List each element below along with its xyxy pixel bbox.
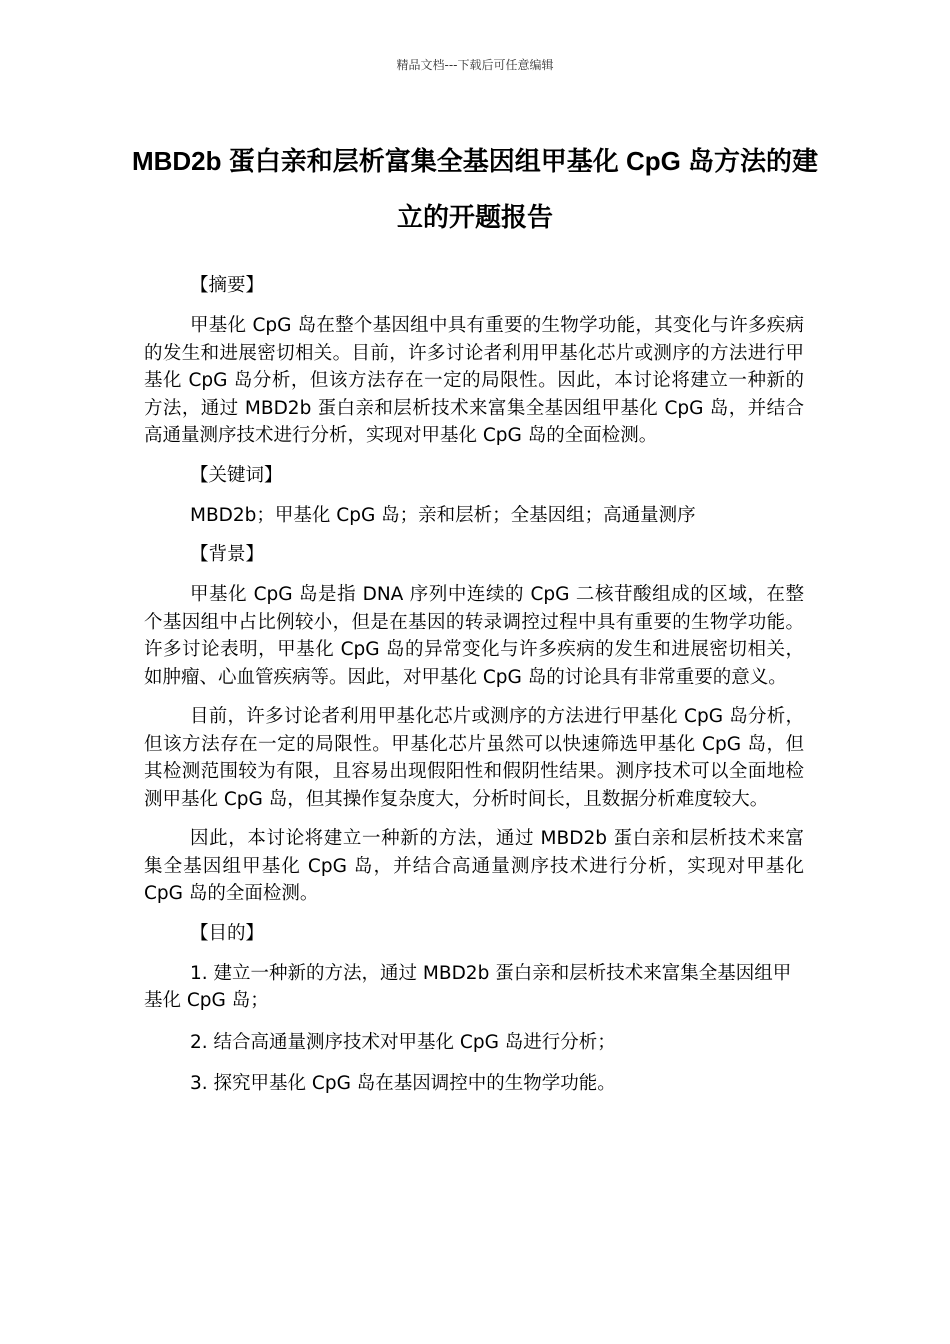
header-note: 精品文档---下载后可任意编辑: [396, 58, 554, 72]
background-paragraph: 因此，本讨论将建立一种新的方法，通过 MBD2b 蛋白亲和层析技术来富集全基因组甲基化 CpG 岛，并结合高通量测序技术进行分析，实现对甲基化 CpG 岛的全面检测。: [144, 828, 804, 904]
background-paragraph: 甲基化 CpG 岛是指 DNA 序列中连续的 CpG 二核苷酸组成的区域，在整个基因组中占比例较小，但是在基因的转录调控过程中具有重要的生物学功能。许多讨论表明，甲基化 CpG 岛的异常变化与许多疾病的发生和进展密切相关，如肿瘤、心血管疾病等。因此，对甲基化 CpG 岛的讨论具有非常重要的意义。: [144, 584, 804, 688]
keywords-heading: 【关键词】: [190, 464, 283, 486]
document-title: MBD2b 蛋白亲和层析富集全基因组甲基化 CpG 岛方法的建立的开题报告: [131, 146, 819, 232]
document-body: [144, 272, 804, 1112]
abstract-heading: 【摘要】: [190, 275, 265, 296]
objectives-heading: 【目的】: [190, 922, 265, 944]
background-heading: 【背景】: [190, 544, 265, 565]
objective-item: 3. 探究甲基化 CpG 岛在基因调控中的生物学功能。: [190, 1073, 616, 1094]
objective-item: 1. 建立一种新的方法，通过 MBD2b 蛋白亲和层析技术来富集全基因组甲基化 CpG 岛；: [144, 962, 792, 1011]
objective-item: 2. 结合高通量测序技术对甲基化 CpG 岛进行分析；: [190, 1031, 616, 1053]
keywords-paragraph: MBD2b；甲基化 CpG 岛；亲和层析；全基因组；高通量测序: [190, 504, 696, 526]
abstract-paragraph: 甲基化 CpG 岛在整个基因组中具有重要的生物学功能，其变化与许多疾病的发生和进展密切相关。目前，许多讨论者利用甲基化芯片或测序的方法进行甲基化 CpG 岛分析，但该方法存在一定的局限性。因此，本讨论将建立一种新的方法，通过 MBD2b 蛋白亲和层析技术来富集全基因组甲基化 CpG 岛，并结合高通量测序技术进行分析，实现对甲基化 CpG 岛的全面检测。: [144, 315, 804, 446]
background-paragraph: 目前，许多讨论者利用甲基化芯片或测序的方法进行甲基化 CpG 岛分析，但该方法存在一定的局限性。甲基化芯片虽然可以快速筛选甲基化 CpG 岛，但其检测范围较为有限，且容易出现假阳性和假阴性结果。测序技术可以全面地检测甲基化 CpG 岛，但其操作复杂度大，分析时间长，且数据分析难度较大。: [144, 706, 804, 810]
